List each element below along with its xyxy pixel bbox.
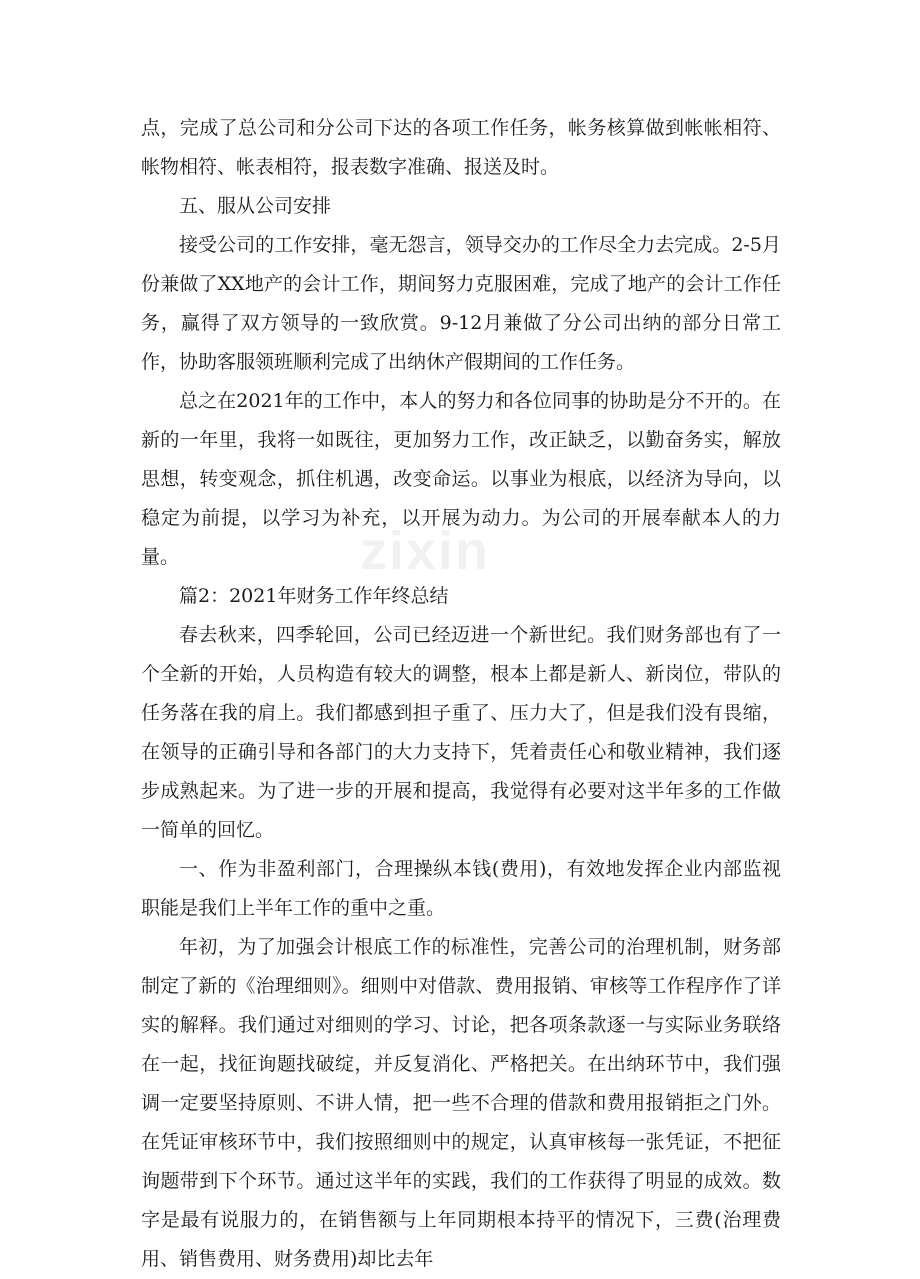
document-body bbox=[141, 109, 781, 1279]
paragraph-summary: 总之在2021年的工作中，本人的努力和各位同事的协助是分不开的。在新的一年里，我将一如既往，更加努力工作，改正缺乏，以勤奋务实，解放思想，转变观念，抓住机遇，改变命运。以事业为根底，以经济为导向，以稳定为前提，以学习为补充，以开展为动力。为公司的开展奉献本人的力量。 bbox=[141, 390, 781, 568]
article-heading: 篇2：2021年财务工作年终总结 bbox=[179, 585, 449, 607]
paragraph-regulations: 年初，为了加强会计根底工作的标准性，完善公司的治理机制，财务部制定了新的《治理细则》。细则中对借款、费用报销、审核等工作程序作了详实的解释。我们通过对细则的学习、讨论，把各项条款逐一与实际业务联络在一起，找征询题找破绽，并反复消化、严格把关。在出纳环节中，我们强调一定要坚持原则、不讲人情，把一些不合理的借款和费用报销拒之门外。在凭证审核环节中，我们按照细则中的规定，认真审核每一张凭证，不把征询题带到下个环节。通过这半年的实践，我们的工作获得了明显的成效。数字是最有说服力的，在销售额与上年同期根本持平的情况下，三费(治理费用、销售费用、财务费用)却比去年 bbox=[141, 936, 781, 1270]
watermark-logo: zixin bbox=[360, 521, 491, 581]
section-heading-one: 一、作为非盈利部门，合理操纵本钱(费用)，有效地发挥企业内部监视职能是我们上半年工作的重中之重。 bbox=[141, 858, 781, 919]
paragraph-continuation: 点，完成了总公司和分公司下达的各项工作任务，帐务核算做到帐帐相符、帐物相符、帐表相符，报表数字准确、报送及时。 bbox=[141, 117, 781, 178]
paragraph-work-arrangement: 接受公司的工作安排，毫无怨言，领导交办的工作尽全力去完成。2-5月份兼做了XX地产的会计工作，期间努力克服困难，完成了地产的会计工作任务，赢得了双方领导的一致欣赏。9-12月兼做了分公司出纳的部分日常工作，协助客服领班顺利完成了出纳休产假期间的工作任务。 bbox=[141, 234, 781, 373]
paragraph-intro: 春去秋来，四季轮回，公司已经迈进一个新世纪。我们财务部也有了一个全新的开始，人员构造有较大的调整，根本上都是新人、新岗位，带队的任务落在我的肩上。我们都感到担子重了、压力大了，但是我们没有畏缩，在领导的正确引导和各部门的大力支持下，凭着责任心和敬业精神，我们逐步成熟起来。为了进一步的开展和提高，我觉得有必要对这半年多的工作做一简单的回忆。 bbox=[141, 624, 781, 841]
section-heading-five: 五、服从公司安排 bbox=[179, 195, 332, 217]
